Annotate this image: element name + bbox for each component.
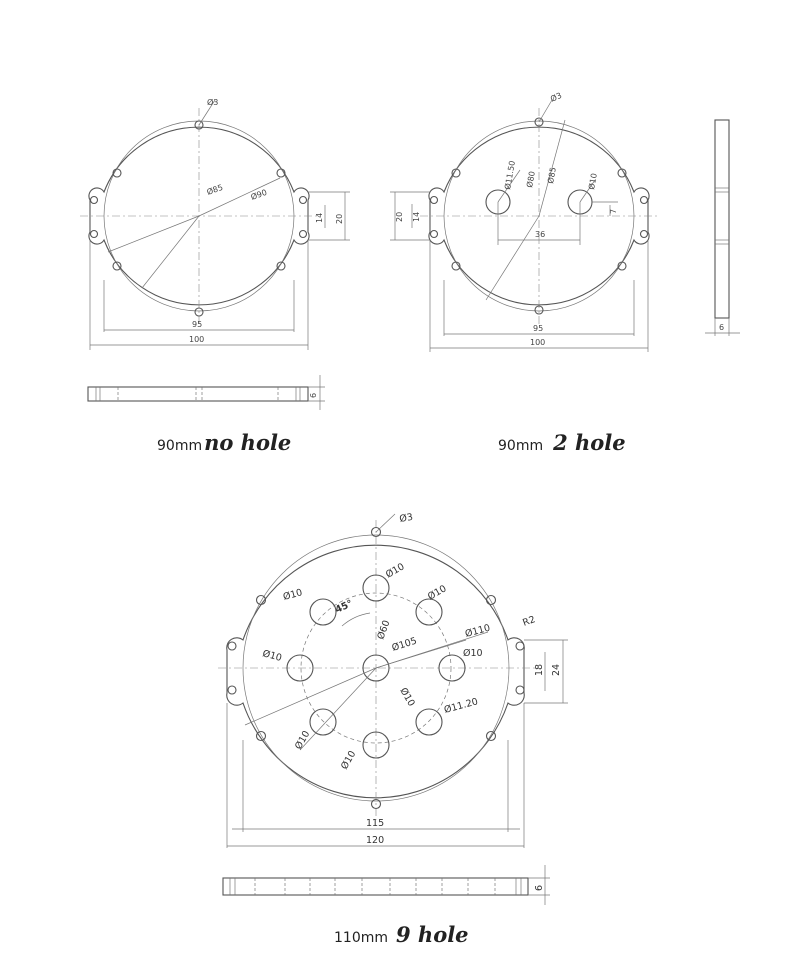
dim-h3-2: Ø85 <box>546 166 558 185</box>
dim-hole-3: Ø3 <box>398 511 414 525</box>
dim-width-outer-3: 120 <box>366 835 385 846</box>
dim-tab-big-3: 24 <box>551 663 562 676</box>
dim-d105: Ø105 <box>390 635 419 654</box>
caption-1 <box>157 430 291 455</box>
side-profile-1 <box>88 375 325 410</box>
dim-tab-small-2: 14 <box>412 211 421 222</box>
dim-d-a: Ø10 <box>384 561 407 581</box>
dim-width-outer-2: 100 <box>530 338 546 347</box>
dim-tab-small-1: 14 <box>315 212 324 223</box>
dim-thickness-2: 6 <box>719 323 725 332</box>
dim-hole-1: Ø3 <box>207 98 219 107</box>
dim-width-inner-3: 115 <box>366 818 385 829</box>
dim-d-d: Ø10 <box>261 648 283 664</box>
dim-tab-big-2: 20 <box>395 211 404 222</box>
dim-hole-2: Ø3 <box>549 90 564 104</box>
dim-d1120: Ø11.20 <box>442 696 480 716</box>
dim-angle: 45° <box>333 598 355 616</box>
dim-radius: R2 <box>521 614 537 629</box>
dim-outer-1: Ø90 <box>249 187 269 202</box>
dim-tab-big-1: 20 <box>335 213 344 224</box>
side-profile-2 <box>705 120 740 336</box>
dim-h2-2: Ø80 <box>525 170 537 189</box>
dim-d-e: Ø10 <box>463 648 483 659</box>
plate-outline-3 <box>227 545 524 798</box>
caption-size-2: 90mm <box>498 438 544 454</box>
dim-h4-2: Ø10 <box>587 172 599 191</box>
dim-thickness-3: 6 <box>534 884 545 891</box>
dim-d-h: Ø10 <box>339 749 359 772</box>
dim-inner-1: Ø85 <box>205 182 225 197</box>
dim-tab-small-3: 18 <box>534 663 545 676</box>
side-profile-3 <box>223 865 550 905</box>
panel-90mm-no-hole <box>80 97 350 455</box>
caption-type-3: 9 hole <box>396 922 469 947</box>
mounting-holes-1 <box>91 121 307 316</box>
dim-h1-2: Ø11.50 <box>503 160 518 191</box>
panel-90mm-2-hole <box>390 90 740 455</box>
dim-d-c: Ø10 <box>426 583 449 603</box>
caption-type-2: 2 hole <box>553 430 626 455</box>
dim-d110: Ø110 <box>463 622 492 640</box>
dim-thickness-1: 6 <box>309 392 318 398</box>
dim-spacing-2: 36 <box>535 230 546 239</box>
dim-offset-2: 7 <box>609 208 618 214</box>
caption-size-1: 90mm <box>157 438 203 454</box>
dim-d-f: Ø10 <box>397 686 417 709</box>
caption-size-3: 110mm <box>334 930 388 946</box>
dim-width-inner-1: 95 <box>192 320 203 329</box>
dim-width-outer-1: 100 <box>189 335 205 344</box>
panel-110mm-9-hole <box>218 512 568 947</box>
dim-d-b: Ø10 <box>281 587 304 603</box>
caption-type-1: no hole <box>204 430 292 455</box>
dim-width-inner-2: 95 <box>533 324 544 333</box>
dim-d-g: Ø10 <box>293 729 313 752</box>
caption-2 <box>498 430 626 455</box>
caption-3 <box>334 922 469 947</box>
dim-bcd: Ø60 <box>375 618 393 642</box>
